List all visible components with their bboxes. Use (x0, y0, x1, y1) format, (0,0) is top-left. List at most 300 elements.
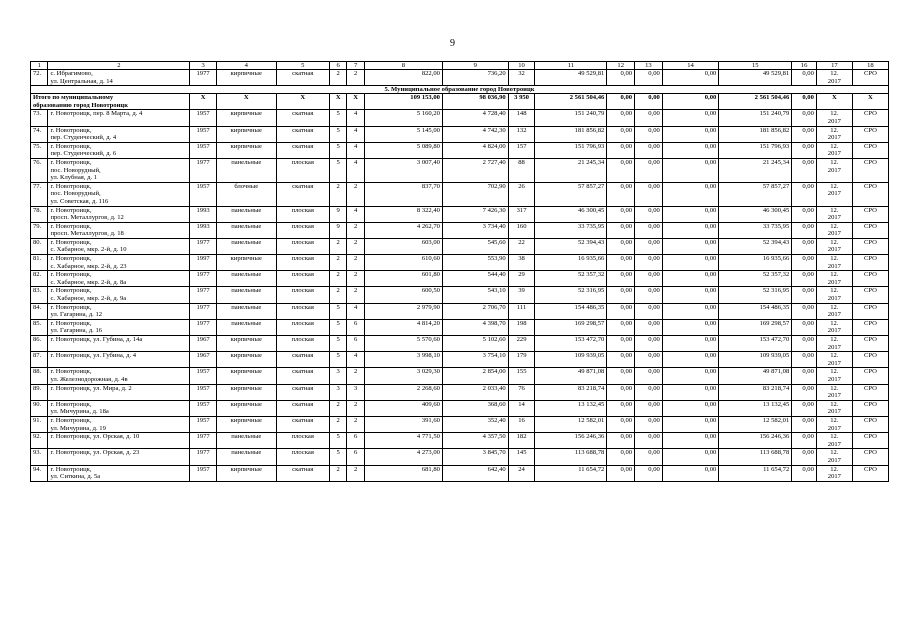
operator-cell: СРО (852, 319, 888, 335)
row-number: 83. (31, 287, 48, 303)
living-area-cell: 4 398,70 (442, 319, 508, 335)
cost-cell: 52 316,95 (535, 287, 607, 303)
column-number: 12 (607, 62, 635, 70)
entrances-cell: 6 (347, 336, 364, 352)
total-area-cell: 4 273,00 (364, 449, 442, 465)
term-cell: 12. 2017 (816, 287, 852, 303)
wall-material-cell: кирпичные (216, 255, 276, 271)
table-row (31, 416, 889, 432)
roof-type-cell: скатная (276, 352, 329, 368)
amount-cell: 0,00 (792, 368, 817, 384)
amount-cell: 0,00 (607, 222, 635, 238)
address-cell: г. Новотроицк, просп. Металлургов, д. 12 (48, 206, 190, 222)
amount-cell: 0,00 (792, 206, 817, 222)
amount-cell: 0,00 (792, 352, 817, 368)
owner-funds-cell: 181 856,82 (719, 126, 792, 142)
section-title: 5. Муниципальное образование город Новотроицк (31, 86, 889, 94)
operator-cell: СРО (852, 126, 888, 142)
roof-type-cell: плоская (276, 238, 329, 254)
owner-funds-cell: 52 357,32 (719, 271, 792, 287)
amount-cell: 0,00 (792, 182, 817, 206)
entrances-cell: 2 (347, 368, 364, 384)
wall-material-cell: панельные (216, 449, 276, 465)
entrances-cell: 6 (347, 433, 364, 449)
entrances-cell: 2 (347, 287, 364, 303)
living-area-cell: 3 734,40 (442, 222, 508, 238)
wall-material-cell: панельные (216, 158, 276, 182)
amount-cell: 0,00 (607, 319, 635, 335)
term-cell: 12. 2017 (816, 303, 852, 319)
owner-funds-cell: 156 246,36 (719, 433, 792, 449)
year-cell: 1957 (190, 465, 217, 481)
table-row (31, 336, 889, 352)
entrances-cell: 2 (347, 465, 364, 481)
operator-cell: СРО (852, 368, 888, 384)
row-number: 78. (31, 206, 48, 222)
amount-cell: 0,00 (792, 238, 817, 254)
year-cell: 1957 (190, 368, 217, 384)
amount-cell: 0,00 (792, 400, 817, 416)
row-number: 73. (31, 110, 48, 126)
amount-cell: 0,00 (662, 303, 719, 319)
residents-cell: 132 (508, 126, 535, 142)
wall-material-cell: кирпичные (216, 70, 276, 86)
amount-cell: 0,00 (607, 255, 635, 271)
living-area-cell: 2 727,40 (442, 158, 508, 182)
entrances-cell: 6 (347, 319, 364, 335)
row-number: 77. (31, 182, 48, 206)
residents-cell: 229 (508, 336, 535, 352)
living-area-cell: 543,10 (442, 287, 508, 303)
amount-cell: 0,00 (662, 271, 719, 287)
amount-cell: 0,00 (792, 142, 817, 158)
roof-type-cell: скатная (276, 142, 329, 158)
amount-cell: 0,00 (662, 70, 719, 86)
amount-cell: 0,00 (607, 182, 635, 206)
owner-funds-cell: 13 132,45 (719, 400, 792, 416)
year-cell: 1977 (190, 238, 217, 254)
total-area-cell: 3 029,30 (364, 368, 442, 384)
amount-cell: 0,00 (662, 319, 719, 335)
entrances-cell: 2 (347, 400, 364, 416)
total-x: X (276, 94, 329, 110)
total-x: X (190, 94, 217, 110)
column-number: 11 (535, 62, 607, 70)
term-cell: 12. 2017 (816, 368, 852, 384)
address-cell: г. Новотроицк, ул. Орская, д. 10 (48, 433, 190, 449)
entrances-cell: 3 (347, 384, 364, 400)
wall-material-cell: блочные (216, 182, 276, 206)
total-x: X (347, 94, 364, 110)
roof-type-cell: плоская (276, 255, 329, 271)
residents-cell: 157 (508, 142, 535, 158)
address-cell: г. Новотроицк, ул. Железнодорожная, д. 4в (48, 368, 190, 384)
amount-cell: 0,00 (792, 319, 817, 335)
column-number: 10 (508, 62, 535, 70)
floors-cell: 9 (329, 222, 346, 238)
roof-type-cell: скатная (276, 416, 329, 432)
row-number: 74. (31, 126, 48, 142)
roof-type-cell: скатная (276, 110, 329, 126)
living-area-cell: 2 706,70 (442, 303, 508, 319)
amount-cell: 0,00 (792, 255, 817, 271)
amount-cell: 0,00 (635, 416, 663, 432)
address-cell: с. Ибрагимово, ул. Центральная, д. 14 (48, 70, 190, 86)
entrances-cell: 4 (347, 303, 364, 319)
floors-cell: 2 (329, 400, 346, 416)
cost-cell: 16 935,66 (535, 255, 607, 271)
amount-cell: 0,00 (662, 255, 719, 271)
operator-cell: СРО (852, 142, 888, 158)
owner-funds-cell: 151 796,93 (719, 142, 792, 158)
cost-cell: 181 856,82 (535, 126, 607, 142)
living-area-cell: 2 854,00 (442, 368, 508, 384)
amount-cell: 0,00 (662, 287, 719, 303)
column-number: 4 (216, 62, 276, 70)
amount-cell: 0,00 (635, 110, 663, 126)
owner-funds-cell: 12 582,01 (719, 416, 792, 432)
wall-material-cell: кирпичные (216, 465, 276, 481)
residents-cell: 182 (508, 433, 535, 449)
year-cell: 1977 (190, 449, 217, 465)
term-cell: 12. 2017 (816, 142, 852, 158)
column-number: 15 (719, 62, 792, 70)
amount-cell: 0,00 (662, 433, 719, 449)
year-cell: 1957 (190, 384, 217, 400)
cost-cell: 13 132,45 (535, 400, 607, 416)
wall-material-cell: кирпичные (216, 384, 276, 400)
floors-cell: 3 (329, 368, 346, 384)
wall-material-cell: панельные (216, 206, 276, 222)
cost-cell: 153 472,70 (535, 336, 607, 352)
column-number: 18 (852, 62, 888, 70)
operator-cell: СРО (852, 336, 888, 352)
roof-type-cell: скатная (276, 465, 329, 481)
amount-cell: 0,00 (635, 433, 663, 449)
owner-funds-cell: 46 300,45 (719, 206, 792, 222)
amount-cell: 0,00 (607, 70, 635, 86)
floors-cell: 5 (329, 158, 346, 182)
total-area-cell: 5 570,60 (364, 336, 442, 352)
wall-material-cell: кирпичные (216, 336, 276, 352)
term-cell: 12. 2017 (816, 110, 852, 126)
address-cell: г. Новотроицк, просп. Металлургов, д. 18 (48, 222, 190, 238)
total-area-cell: 5 160,20 (364, 110, 442, 126)
entrances-cell: 2 (347, 182, 364, 206)
roof-type-cell: плоская (276, 222, 329, 238)
total-area: 109 153,00 (364, 94, 442, 110)
floors-cell: 2 (329, 271, 346, 287)
residents-cell: 24 (508, 465, 535, 481)
amount-cell: 0,00 (607, 336, 635, 352)
operator-cell: СРО (852, 110, 888, 126)
amount-cell: 0,00 (792, 271, 817, 287)
term-cell: 12. 2017 (816, 336, 852, 352)
row-number: 94. (31, 465, 48, 481)
amount-cell: 0,00 (607, 110, 635, 126)
amount-cell: 0,00 (635, 142, 663, 158)
cost-cell: 11 654,72 (535, 465, 607, 481)
row-number: 72. (31, 70, 48, 86)
table-row (31, 182, 889, 206)
amount-cell: 0,00 (635, 70, 663, 86)
living-area-cell: 7 426,30 (442, 206, 508, 222)
total-area-cell: 603,00 (364, 238, 442, 254)
table-row (31, 465, 889, 481)
row-number: 82. (31, 271, 48, 287)
term-cell: 12. 2017 (816, 352, 852, 368)
row-number: 80. (31, 238, 48, 254)
residents-cell: 22 (508, 238, 535, 254)
owner-funds-cell: 16 935,66 (719, 255, 792, 271)
floors-cell: 5 (329, 319, 346, 335)
amount-cell: 0,00 (635, 449, 663, 465)
address-cell: г. Новотроицк, ул. Гагарина, д. 16 (48, 319, 190, 335)
amount-cell: 0,00 (607, 352, 635, 368)
column-number: 9 (442, 62, 508, 70)
address-cell: г. Новотроицк, пос. Новорудный, ул. Советская, д. 116 (48, 182, 190, 206)
term-cell: 12. 2017 (816, 449, 852, 465)
living-area-cell: 368,60 (442, 400, 508, 416)
total-area-cell: 2 979,90 (364, 303, 442, 319)
floors-cell: 2 (329, 465, 346, 481)
roof-type-cell: плоская (276, 206, 329, 222)
row-number: 79. (31, 222, 48, 238)
amount-cell: 0,00 (635, 336, 663, 352)
wall-material-cell: панельные (216, 319, 276, 335)
amount-cell: 0,00 (635, 352, 663, 368)
roof-type-cell: плоская (276, 319, 329, 335)
term-cell: 12. 2017 (816, 126, 852, 142)
amount-cell: 0,00 (792, 110, 817, 126)
total-living-area: 98 036,90 (442, 94, 508, 110)
amount-cell: 0,00 (792, 158, 817, 182)
residents-cell: 76 (508, 384, 535, 400)
year-cell: 1957 (190, 126, 217, 142)
amount-cell: 0,00 (607, 271, 635, 287)
operator-cell: СРО (852, 465, 888, 481)
cost-cell: 169 298,57 (535, 319, 607, 335)
wall-material-cell: панельные (216, 238, 276, 254)
residents-cell: 38 (508, 255, 535, 271)
address-cell: г. Новотроицк, пер. Студенческий, д. 4 (48, 126, 190, 142)
table-row (31, 400, 889, 416)
amount-cell: 0,00 (792, 384, 817, 400)
total-area-cell: 4 771,50 (364, 433, 442, 449)
total-area-cell: 5 145,00 (364, 126, 442, 142)
term-cell: 12. 2017 (816, 255, 852, 271)
wall-material-cell: панельные (216, 271, 276, 287)
year-cell: 1977 (190, 303, 217, 319)
total-x: X (816, 94, 852, 110)
column-number: 3 (190, 62, 217, 70)
amount-cell: 0,00 (635, 384, 663, 400)
year-cell: 1977 (190, 433, 217, 449)
cost-cell: 49 871,08 (535, 368, 607, 384)
wall-material-cell: кирпичные (216, 400, 276, 416)
address-cell: г. Новотроицк, с. Хабарное, мкр. 2-й, д. 9а (48, 287, 190, 303)
row-number: 87. (31, 352, 48, 368)
amount-cell: 0,00 (607, 287, 635, 303)
amount-cell: 0,00 (792, 465, 817, 481)
entrances-cell: 2 (347, 271, 364, 287)
wall-material-cell: кирпичные (216, 368, 276, 384)
residents-cell: 179 (508, 352, 535, 368)
address-cell: г. Новотроицк, пос. Новорудный, ул. Клубная, д. 1 (48, 158, 190, 182)
residents-cell: 88 (508, 158, 535, 182)
table-row (31, 222, 889, 238)
floors-cell: 5 (329, 449, 346, 465)
entrances-cell: 4 (347, 206, 364, 222)
cost-cell: 52 394,43 (535, 238, 607, 254)
floors-cell: 3 (329, 384, 346, 400)
page-number: 9 (450, 38, 455, 49)
term-cell: 12. 2017 (816, 70, 852, 86)
amount-cell: 0,00 (635, 182, 663, 206)
entrances-cell: 2 (347, 255, 364, 271)
amount-cell: 0,00 (607, 384, 635, 400)
amount-cell: 0,00 (635, 319, 663, 335)
amount-cell: 0,00 (792, 287, 817, 303)
living-area-cell: 642,40 (442, 465, 508, 481)
amount-cell: 0,00 (635, 206, 663, 222)
address-cell: г. Новотроицк, с. Хабарное, мкр. 2-й, д. 8а (48, 271, 190, 287)
row-number: 92. (31, 433, 48, 449)
amount-cell: 0,00 (792, 416, 817, 432)
roof-type-cell: скатная (276, 400, 329, 416)
entrances-cell: 2 (347, 222, 364, 238)
column-number: 2 (48, 62, 190, 70)
column-number: 6 (329, 62, 346, 70)
row-number: 86. (31, 336, 48, 352)
total-area-cell: 822,00 (364, 70, 442, 86)
term-cell: 12. 2017 (816, 222, 852, 238)
row-number: 81. (31, 255, 48, 271)
cost-cell: 113 688,78 (535, 449, 607, 465)
residents-cell: 111 (508, 303, 535, 319)
living-area-cell: 4 742,30 (442, 126, 508, 142)
address-cell: г. Новотроицк, с. Хабарное, мкр. 2-й, д. 23 (48, 255, 190, 271)
operator-cell: СРО (852, 352, 888, 368)
owner-funds-cell: 33 735,95 (719, 222, 792, 238)
owner-funds-cell: 52 394,43 (719, 238, 792, 254)
wall-material-cell: панельные (216, 433, 276, 449)
floors-cell: 5 (329, 433, 346, 449)
amount-cell: 0,00 (607, 206, 635, 222)
total-area-cell: 2 268,60 (364, 384, 442, 400)
total-area-cell: 409,60 (364, 400, 442, 416)
year-cell: 1977 (190, 70, 217, 86)
row-number: 90. (31, 400, 48, 416)
owner-funds-cell: 113 688,78 (719, 449, 792, 465)
operator-cell: СРО (852, 222, 888, 238)
living-area-cell: 3 845,70 (442, 449, 508, 465)
residents-cell: 39 (508, 287, 535, 303)
living-area-cell: 5 102,60 (442, 336, 508, 352)
amount-cell: 0,00 (792, 433, 817, 449)
amount-cell: 0,00 (662, 368, 719, 384)
table-row (31, 319, 889, 335)
address-cell: г. Новотроицк, ул. Мичурина, д. 19 (48, 416, 190, 432)
entrances-cell: 2 (347, 238, 364, 254)
operator-cell: СРО (852, 182, 888, 206)
table-row (31, 352, 889, 368)
total-area-cell: 610,60 (364, 255, 442, 271)
operator-cell: СРО (852, 158, 888, 182)
operator-cell: СРО (852, 70, 888, 86)
table-row (31, 206, 889, 222)
row-number: 89. (31, 384, 48, 400)
year-cell: 1977 (190, 287, 217, 303)
total-area-cell: 4 814,20 (364, 319, 442, 335)
floors-cell: 2 (329, 416, 346, 432)
column-number-row (31, 62, 889, 70)
wall-material-cell: кирпичные (216, 416, 276, 432)
operator-cell: СРО (852, 433, 888, 449)
total-x: X (852, 94, 888, 110)
roof-type-cell: плоская (276, 433, 329, 449)
term-cell: 12. 2017 (816, 319, 852, 335)
owner-funds-cell: 21 245,34 (719, 158, 792, 182)
wall-material-cell: кирпичные (216, 126, 276, 142)
floors-cell: 2 (329, 238, 346, 254)
cost-cell: 109 939,05 (535, 352, 607, 368)
total-cost: 2 561 504,46 (535, 94, 607, 110)
roof-type-cell: плоская (276, 336, 329, 352)
roof-type-cell: плоская (276, 449, 329, 465)
amount-cell: 0,00 (635, 126, 663, 142)
roof-type-cell: плоская (276, 271, 329, 287)
address-cell: г. Новотроицк, ул. Мичурина, д. 18а (48, 400, 190, 416)
total-amount: 0,00 (607, 94, 635, 110)
amount-cell: 0,00 (635, 238, 663, 254)
owner-funds-cell: 153 472,70 (719, 336, 792, 352)
amount-cell: 0,00 (607, 142, 635, 158)
amount-cell: 0,00 (662, 238, 719, 254)
wall-material-cell: кирпичные (216, 352, 276, 368)
roof-type-cell: скатная (276, 384, 329, 400)
owner-funds-cell: 57 857,27 (719, 182, 792, 206)
floors-cell: 2 (329, 287, 346, 303)
amount-cell: 0,00 (607, 449, 635, 465)
column-number: 14 (662, 62, 719, 70)
row-number: 85. (31, 319, 48, 335)
address-cell: г. Новотроицк, ул. Губина, д. 4 (48, 352, 190, 368)
floors-cell: 2 (329, 255, 346, 271)
cost-cell: 46 300,45 (535, 206, 607, 222)
living-area-cell: 702,90 (442, 182, 508, 206)
residents-cell: 14 (508, 400, 535, 416)
entrances-cell: 4 (347, 158, 364, 182)
address-cell: г. Новотроицк, ул. Гагарина, д. 12 (48, 303, 190, 319)
amount-cell: 0,00 (662, 416, 719, 432)
address-cell: г. Новотроицк, пер. Студенческий, д. 6 (48, 142, 190, 158)
total-amount: 0,00 (792, 94, 817, 110)
address-cell: г. Новотроицк, ул. Орская, д. 23 (48, 449, 190, 465)
amount-cell: 0,00 (792, 126, 817, 142)
floors-cell: 2 (329, 182, 346, 206)
residents-cell: 155 (508, 368, 535, 384)
amount-cell: 0,00 (792, 222, 817, 238)
amount-cell: 0,00 (662, 465, 719, 481)
year-cell: 1993 (190, 222, 217, 238)
cost-cell: 49 529,81 (535, 70, 607, 86)
term-cell: 12. 2017 (816, 182, 852, 206)
amount-cell: 0,00 (662, 449, 719, 465)
total-owner-funds: 2 561 504,46 (719, 94, 792, 110)
total-area-cell: 837,70 (364, 182, 442, 206)
table-row (31, 287, 889, 303)
